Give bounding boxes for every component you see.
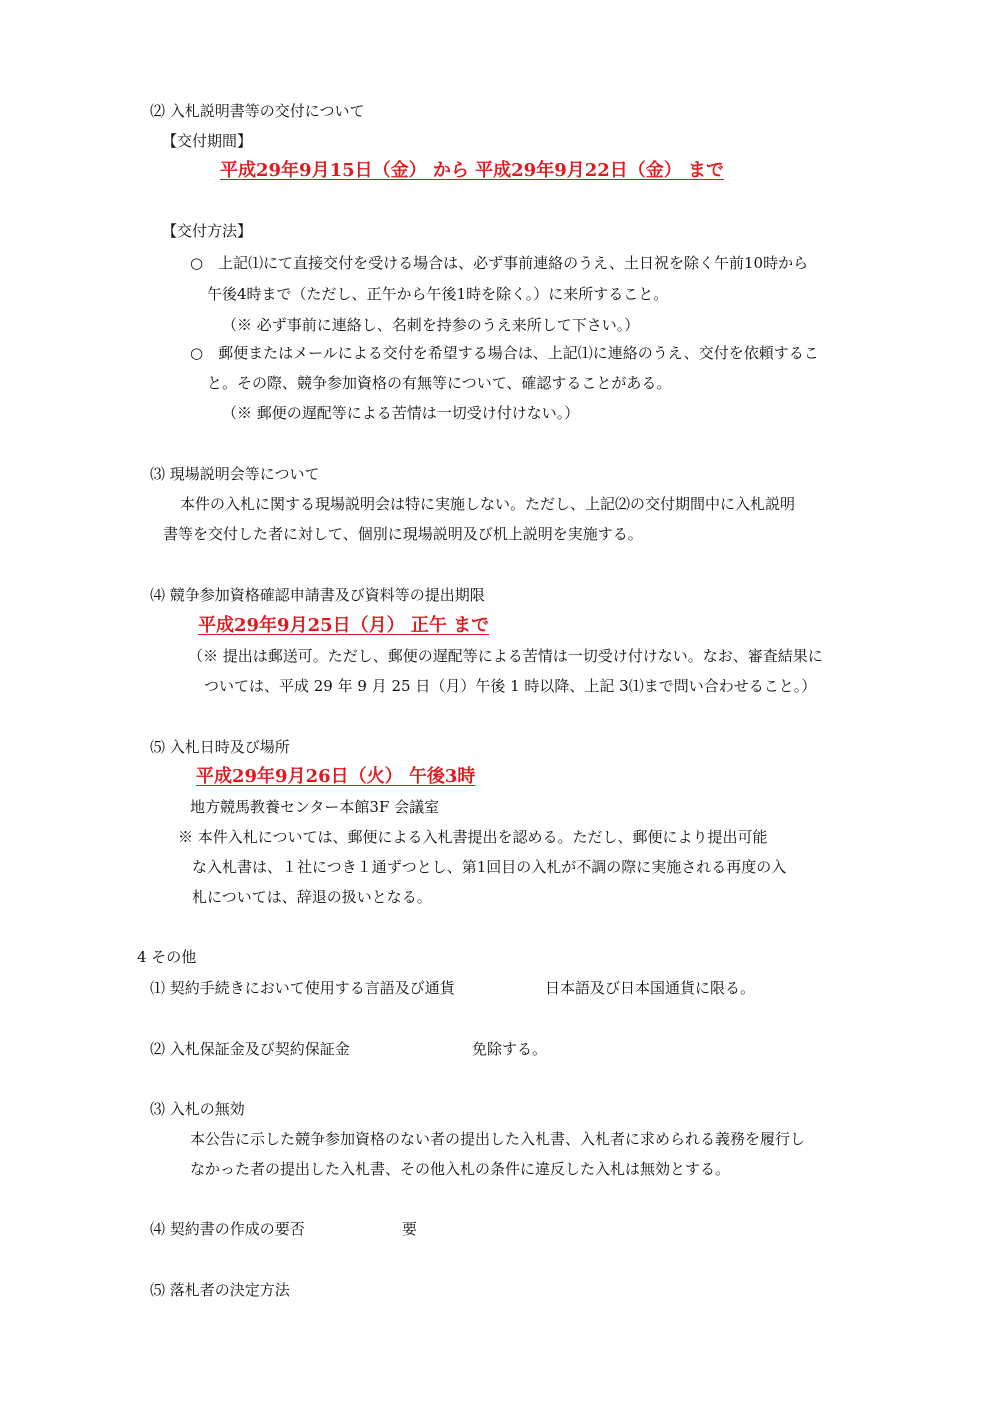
section-4-note-line-2: ついては、平成 29 年 9 月 25 日（月）午後 1 時以降、上記 3⑴まで問い合わせること。） [204, 677, 817, 695]
other-item-1-value: 日本語及び日本国通貨に限る。 [545, 979, 756, 997]
issuance-method-label: 【交付方法】 [162, 222, 253, 240]
section-2-heading: ⑵ 入札説明書等の交付について [150, 102, 365, 120]
bid-datetime: 平成29年9月26日（火） 午後3時 [196, 766, 476, 787]
section-5-note-line-3: 札については、辞退の扱いとなる。 [192, 888, 432, 906]
other-item-1-label: ⑴ 契約手続きにおいて使用する言語及び通貨 [150, 979, 455, 997]
other-item-2-value: 免除する。 [472, 1040, 548, 1058]
other-item-4-value: 要 [402, 1220, 418, 1238]
method-bullet-1-line-1: ○ 上記⑴にて直接交付を受ける場合は、必ず事前連絡のうえ、土日祝を除く午前10時から [190, 254, 809, 272]
section-other-heading: 4 その他 [137, 948, 197, 966]
section-5-note-line-1: ※ 本件入札については、郵便による入札書提出を認める。ただし、郵便により提出可能 [178, 828, 768, 846]
issuance-period-label: 【交付期間】 [162, 132, 253, 150]
issuance-period-value: 平成29年9月15日（金） から 平成29年9月22日（金） まで [220, 160, 725, 181]
method-bullet-2-line-2: と。その際、競争参加資格の有無等について、確認することがある。 [207, 374, 672, 392]
other-item-4-label: ⑷ 契約書の作成の要否 [150, 1220, 305, 1238]
section-4-note-line-1: （※ 提出は郵送可。ただし、郵便の遅配等による苦情は一切受け付けない。なお、審査結果に [188, 647, 823, 665]
other-item-2-label: ⑵ 入札保証金及び契約保証金 [150, 1040, 350, 1058]
section-3-line-2: 書等を交付した者に対して、個別に現場説明及び机上説明を実施する。 [163, 525, 643, 543]
other-item-5-label: ⑸ 落札者の決定方法 [150, 1281, 290, 1299]
section-3-heading: ⑶ 現場説明会等について [150, 465, 320, 483]
other-item-3-label: ⑶ 入札の無効 [150, 1100, 245, 1118]
section-5-heading: ⑸ 入札日時及び場所 [150, 738, 290, 756]
method-bullet-1-line-2: 午後4時まで（ただし、正午から午後1時を除く。）に来所すること。 [207, 285, 669, 303]
section-3-line-1: 本件の入札に関する現場説明会は特に実施しない。ただし、上記⑵の交付期間中に入札説明 [180, 495, 796, 513]
method-bullet-1-note: （※ 必ず事前に連絡し、名刺を持参のうえ来所して下さい。） [222, 316, 640, 334]
bid-place: 地方競馬教養センター本館3F 会議室 [190, 798, 440, 816]
other-item-3-line-1: 本公告に示した競争参加資格のない者の提出した入札書、入札者に求められる義務を履行し [190, 1130, 806, 1148]
method-bullet-2-note: （※ 郵便の遅配等による苦情は一切受け付けない。） [222, 404, 580, 422]
section-4-heading: ⑷ 競争参加資格確認申請書及び資料等の提出期限 [150, 586, 485, 604]
section-5-note-line-2: な入札書は、１社につき１通ずつとし、第1回目の入札が不調の際に実施される再度の入 [192, 858, 787, 876]
submission-deadline: 平成29年9月25日（月） 正午 まで [198, 615, 490, 636]
other-item-3-line-2: なかった者の提出した入札書、その他入札の条件に違反した入札は無効とする。 [190, 1160, 731, 1178]
method-bullet-2-line-1: ○ 郵便またはメールによる交付を希望する場合は、上記⑴に連絡のうえ、交付を依頼するこ [190, 344, 819, 362]
